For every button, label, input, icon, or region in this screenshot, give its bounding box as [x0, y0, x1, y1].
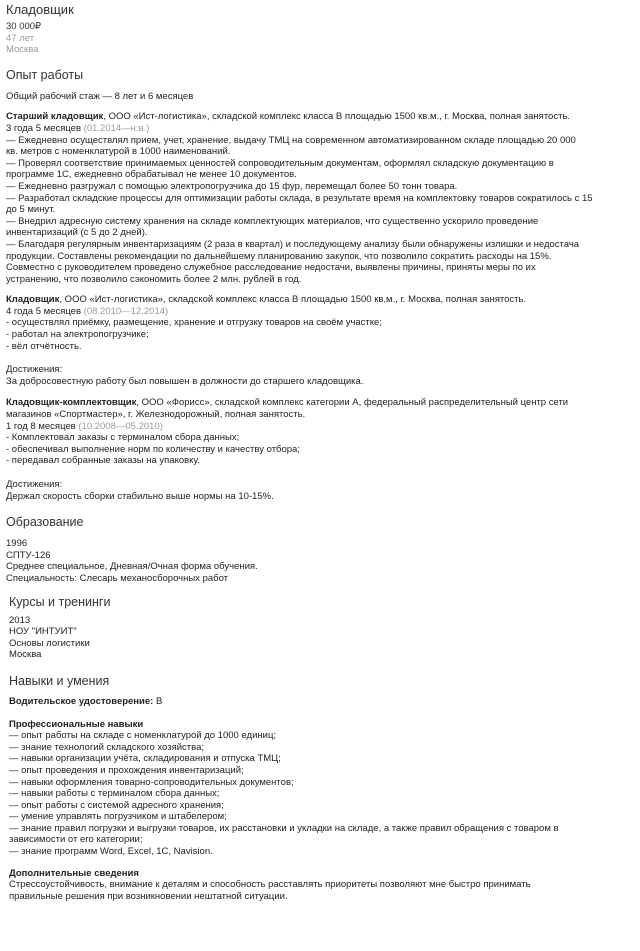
job-range: (01.2014—н.в.) — [83, 122, 150, 134]
license-label: Водительское удостоверение: — [9, 695, 154, 707]
job-entry — [6, 111, 634, 285]
duty-line: — Проверял соответствие принимаемых ценностей сопроводительным документам, оформлял складскую документацию в — [6, 157, 554, 169]
skill-item: — навыки работы с терминалом сбора данных; — [9, 788, 220, 800]
courses-heading: Курсы и тренинги — [9, 594, 111, 609]
skill-item: — опыт работы с системой адресного хранения; — [9, 799, 224, 811]
job-range: (08.2010—12.2014) — [83, 305, 169, 317]
duty-line: - работал на электропогрузчике; — [6, 329, 149, 341]
skill-item: зависимости от его категории; — [9, 834, 143, 846]
skill-item: — опыт работы на складе с номенклатурой до 1000 единиц; — [9, 730, 277, 742]
education-specialty: Специальность: Слесарь механосборочных работ — [6, 572, 229, 584]
course-year: 2013 — [9, 614, 31, 626]
duty-line: до 5 минут. — [6, 204, 56, 216]
duty-line: — Благодаря регулярным инвентаризациям (2 раза в квартал) и последующему анализу были обнаружены излишки и недостача — [6, 238, 580, 250]
pro-skills-list — [9, 730, 634, 858]
duty-line: - вёл отчётность. — [6, 340, 82, 352]
education-year: 1996 — [6, 538, 28, 550]
age: 47 лет — [6, 32, 35, 44]
job-position: Кладовщик — [6, 294, 60, 306]
duty-line: - обеспечивал выполнение норм по количеству и качеству отбора; — [6, 443, 300, 455]
license-line — [9, 696, 634, 708]
job-duties — [6, 135, 634, 286]
duty-line: - осуществлял приёмку, размещение, хранение и отгрузку товаров на своём участке; — [6, 317, 382, 329]
job-duties — [6, 317, 634, 352]
achievements-label: Достижения: — [6, 364, 63, 376]
duty-line: Совместно с руководителем проведено служебное расследование недостачи, выявлены причины, приняты меры по их — [6, 262, 536, 274]
course-org: НОУ "ИНТУИТ" — [9, 626, 77, 638]
job-duration: 4 года 5 месяцев — [6, 305, 82, 317]
skill-item: — знание правил погрузки и выгрузки товаров, их расстановки и укладки на складе, а также правил обращения с товаром в — [9, 822, 559, 834]
pro-skills-label: Профессиональные навыки — [9, 718, 144, 730]
skill-item: — опыт проведения и прохождения инвентаризаций; — [9, 764, 244, 776]
duty-line: кв. метров с номенклатурой в 1000 наименований. — [6, 146, 231, 158]
achievements-text: Держал скорость сборки стабильно выше нормы на 10-15%. — [6, 490, 274, 502]
salary: 30 000₽ — [6, 21, 42, 32]
extra-line: Стрессоустойчивость, внимание к деталям и способность расставлять приоритеты позволяют мне быстро принимать — [9, 879, 531, 891]
job-duration: 1 год 8 месяцев — [6, 420, 76, 432]
duty-line: продукции. Составлены рекомендации по дальнейшему планированию закупок, что позволило сократить расходы на 15%. — [6, 250, 552, 262]
city: Москва — [6, 44, 39, 56]
job-entry — [6, 397, 634, 502]
achievements-text: За добросовестную работу был повышен в должности до старшего кладовщика. — [6, 375, 364, 387]
extra-info-text — [9, 879, 634, 902]
skills-heading: Навыки и умения — [9, 673, 110, 688]
education-form: Среднее специальное, Дневная/Очная форма обучения. — [6, 561, 258, 573]
education-block — [6, 538, 634, 584]
education-heading: Образование — [6, 515, 84, 530]
extra-line: правильные решения при возникновении нештатной ситуации. — [9, 890, 288, 902]
resume-page — [0, 2, 640, 951]
course-name: Основы логистики — [9, 637, 90, 649]
duty-line: устранению, что позволило сэкономить более 2 млн. рублей в год. — [6, 273, 302, 285]
resume-title: Кладовщик — [6, 2, 74, 17]
duty-line: программе 1С, ежедневно обрабатывал не менее 10 документов. — [6, 169, 297, 181]
skill-item: — навыки оформления товарно-сопроводительных документов; — [9, 776, 294, 788]
skill-item: — навыки организации учёта, складирования и отпуска ТМЦ; — [9, 753, 281, 765]
total-experience: Общий рабочий стаж — 8 лет и 6 месяцев — [6, 90, 194, 102]
job-entry — [6, 294, 634, 387]
education-school: СПТУ-126 — [6, 549, 51, 561]
duty-line: инвентаризаций (с 5 до 2 дней). — [6, 227, 148, 239]
job-position: Старший кладовщик — [6, 111, 104, 123]
job-position: Кладовщик-комплектовщик — [6, 397, 137, 409]
job-company: , ООО «Ист-логистика», складской комплекс класса В площадью 1500 кв.м., г. Москва, полная занятость. — [103, 111, 571, 123]
job-range: (10.2008—05.2010) — [78, 420, 163, 432]
job-company-cont: магазинов «Спортмастер», г. Железнодорожный, полная занятость. — [6, 409, 306, 421]
duty-line: — Внедрил адресную систему хранения на складе комплектующих материалов, что существенно ускорило проведение — [6, 215, 539, 227]
job-company: , ООО «Форисс», складской комплекс категории А, федеральный распределительный центр сети — [136, 397, 569, 409]
courses-block — [6, 615, 634, 661]
experience-heading: Опыт работы — [6, 67, 84, 82]
achievements-label: Достижения: — [6, 479, 63, 490]
duty-line: — Разработал складские процессы для оптимизации работы склада, в результате время на комплектовку товаров сократилось с 15 — [6, 192, 593, 204]
job-duties — [6, 432, 634, 467]
skill-item: — знание технологий складского хозяйства; — [9, 741, 204, 753]
job-company: , ООО «Ист-логистика», складской комплекс класса В площадью 1500 кв.м., г. Москва, полная занятость. — [59, 294, 527, 306]
duty-line: — Ежедневно осуществлял прием, учет, хранение, выдачу ТМЦ на современном автоматизированном складе площадью 20 000 — [6, 134, 576, 146]
duty-line: - передавал собранные заказы на упаковку. — [6, 455, 200, 467]
license-value: B — [153, 695, 163, 707]
skills-block — [6, 696, 634, 903]
skill-item: — умение управлять погрузчиком и штабелером; — [9, 811, 227, 823]
skill-item: — знание программ Word, Excel, 1С, Navision. — [9, 846, 213, 858]
duty-line: — Ежедневно разгружал с помощью электропогрузчика до 15 фур, перемещал более 50 тонн товара. — [6, 180, 458, 192]
duty-line: - Комплектовал заказы с терминалом сбора данных; — [6, 432, 240, 444]
extra-info-label: Дополнительные сведения — [9, 867, 139, 879]
course-city: Москва — [9, 649, 42, 661]
job-duration: 3 года 5 месяцев — [6, 122, 82, 134]
